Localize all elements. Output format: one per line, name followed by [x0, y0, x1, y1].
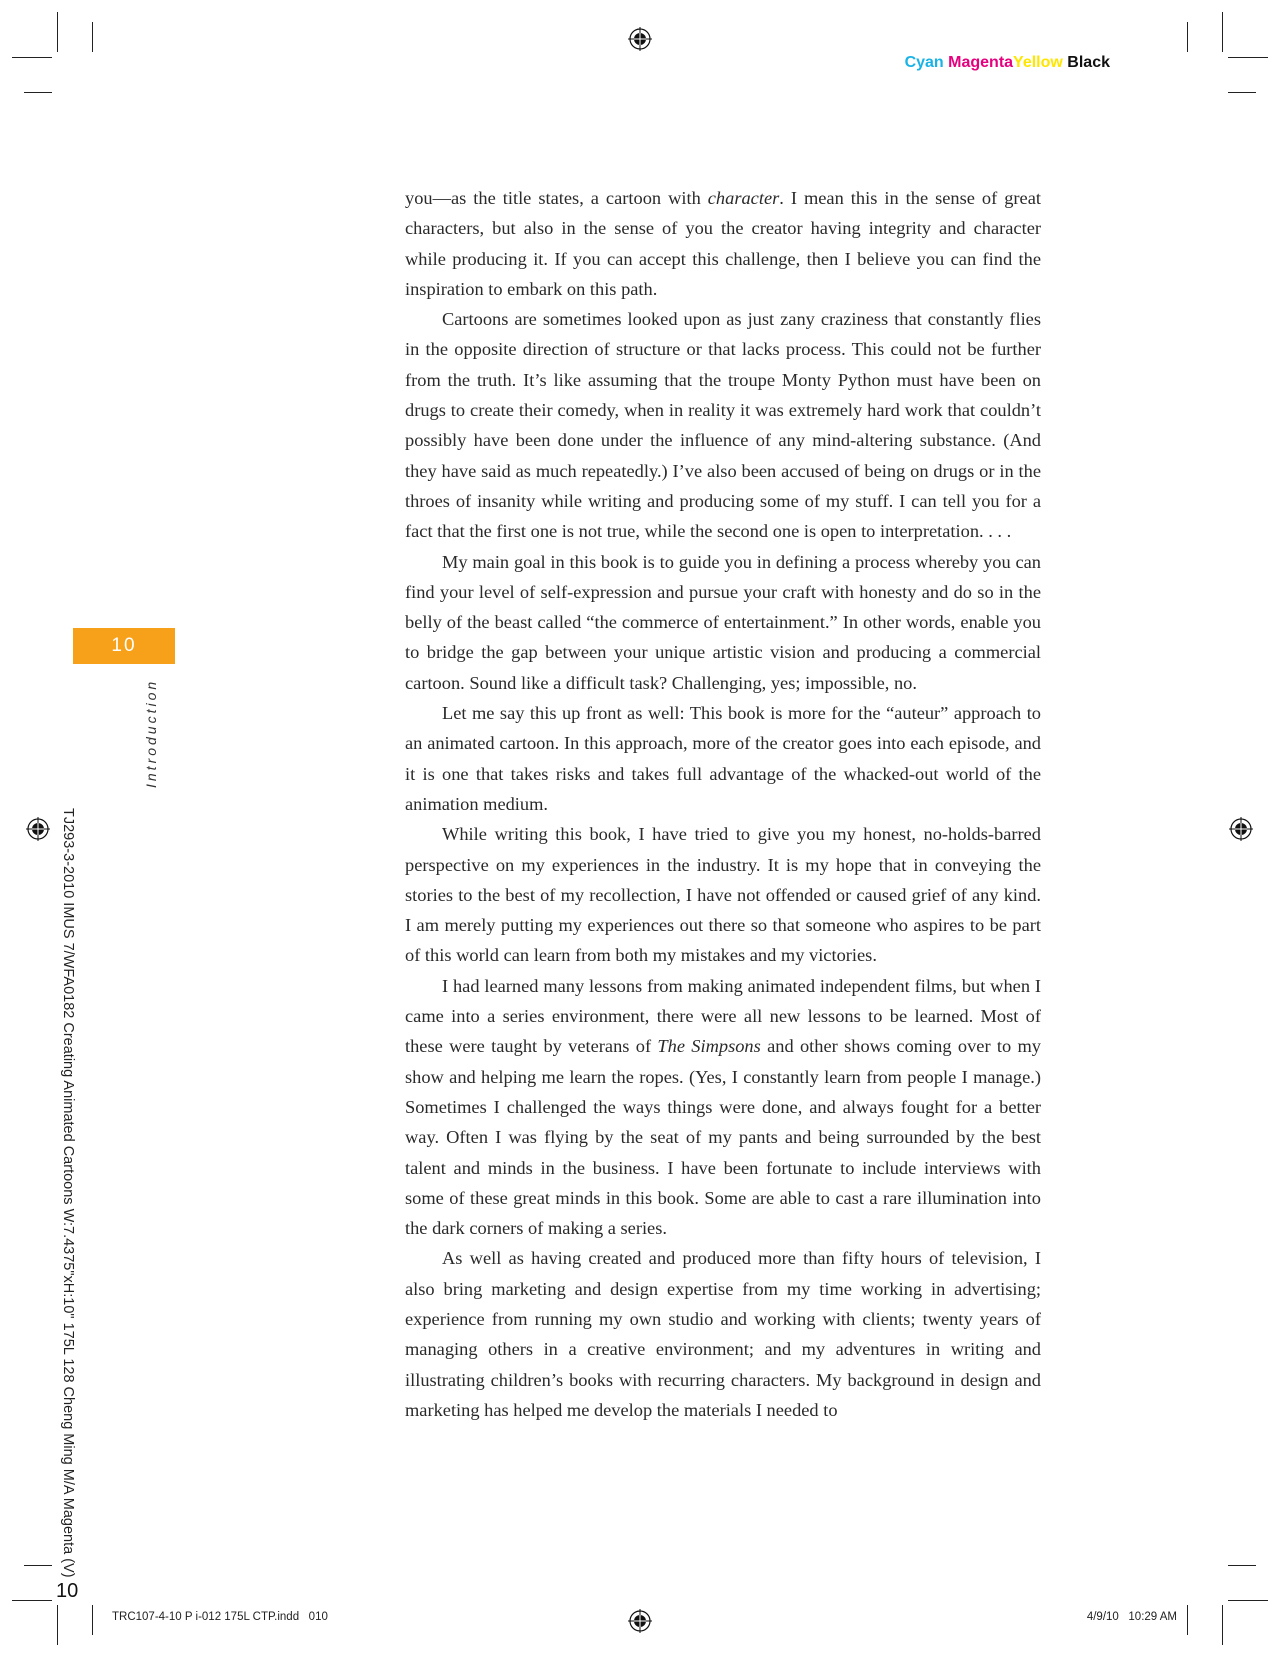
footer-date: 4/9/10 10:29 AM [1086, 1611, 1177, 1623]
crop-mark [24, 92, 52, 93]
crop-mark [12, 57, 52, 58]
crop-mark [92, 1605, 93, 1635]
crop-mark [1228, 1565, 1256, 1566]
registration-mark-icon [1229, 817, 1253, 841]
crop-mark [57, 1605, 58, 1645]
crop-mark [1187, 22, 1188, 52]
black-label: Black [1067, 54, 1110, 71]
magenta-label: Magenta [948, 54, 1014, 71]
crop-mark [24, 1565, 52, 1566]
footer-file-name: TRC107-4-10 P i-012 175L CTP.indd 010 [112, 1611, 328, 1623]
paragraph: Cartoons are sometimes looked upon as just zany craziness that constantly flies in the opposite direction of structure or that lacks process. This could not be further from the truth. It’s like assuming that the troupe Monty Python must have been on drugs to create their comedy, when in reality it was extremely hard work that couldn’t possibly have been done under the influence of any mind-altering substance. (And they have said as much repeatedly.) I’ve also been accused of being on drugs or in the throes of insanity while writing and producing some of my stuff. I can tell you for a fact that the first one is not true, while the second one is open to interpretation. . . . [405, 309, 1041, 542]
yellow-label: Yellow [1013, 54, 1063, 71]
paragraph: I had learned many lessons from making animated independent films, but when I came into a series environment, there were all new lessons to be learned. Most of these were taught by veterans of The Simpsons and other shows coming over to my show and helping me learn the ropes. (Yes, I constantly learn from people I manage.) Sometimes I challenged the ways things were done, and always fought for a better way. Often I was flying by the seat of my pants and being surrounded by the best talent and minds in the business. I have been fortunate to include interviews with some of these great minds in this book. Some are able to cast a rare illumination into the dark corners of making a series. [405, 975, 1042, 1239]
page-number-tab: 10 [73, 628, 175, 664]
section-label: Introduction [143, 678, 159, 788]
paragraph: As well as having created and produced more than fifty hours of television, I also bring marketing and design expertise from my time working in advertising; experience from running my own studio and working with clients; twenty years of managing others in a creative environment; and my adventures in writing and illustrating children’s books with recurring characters. My background in design and marketing has helped me develop the materials I needed to [405, 1248, 1041, 1420]
folio: 10 [56, 1580, 79, 1602]
crop-mark [1222, 12, 1223, 52]
paragraph: My main goal in this book is to guide you in defining a process whereby you can find your level of self-expression and pursue your craft with honesty and do so in the belly of the beast called “the commerce of entertainment.” In other words, enable you to bridge the gap between your unique artistic vision and producing a commercial cartoon. Sound like a difficult task? Challenging, yes; impossible, no. [405, 551, 1041, 693]
crop-mark [57, 12, 58, 52]
slug-line: TJ293-3-2010 IMUS 7/WFA0182 Creating Animated Cartoons W:7.4375"xH:10" 175L 128 Cheng Ming M/A Magenta (V) [60, 808, 76, 1578]
crop-mark [1222, 1605, 1223, 1645]
registration-mark-icon [628, 27, 652, 51]
registration-mark-icon [26, 817, 50, 841]
crop-mark [1187, 1605, 1188, 1635]
crop-mark [92, 22, 93, 52]
color-bar-label [905, 54, 1110, 72]
body-text [405, 183, 1041, 1425]
cyan-label: Cyan [904, 54, 944, 71]
crop-mark [1228, 57, 1268, 58]
crop-mark [1228, 92, 1256, 93]
paragraph: Let me say this up front as well: This book is more for the “auteur” approach to an animated cartoon. In this approach, more of the creator goes into each episode, and it is one that takes risks and takes full advantage of the whacked-out world of the animation medium. [405, 703, 1041, 814]
paragraph: While writing this book, I have tried to give you my honest, no-holds-barred perspective on my experiences in the industry. It is my hope that in conveying the stories to the best of my recollection, I have not offended or caused grief of any kind. I am merely putting my experiences out there so that someone who aspires to be part of this world can learn from both my mistakes and my victories. [405, 824, 1041, 966]
crop-mark [1228, 1600, 1268, 1601]
paragraph: you—as the title states, a cartoon with character. I mean this in the sense of great characters, but also in the sense of you the creator having integrity and character while producing it. If you can accept this challenge, then I believe you can find the inspiration to embark on this path. [405, 188, 1041, 299]
crop-mark [12, 1600, 52, 1601]
registration-mark-icon [628, 1609, 652, 1633]
